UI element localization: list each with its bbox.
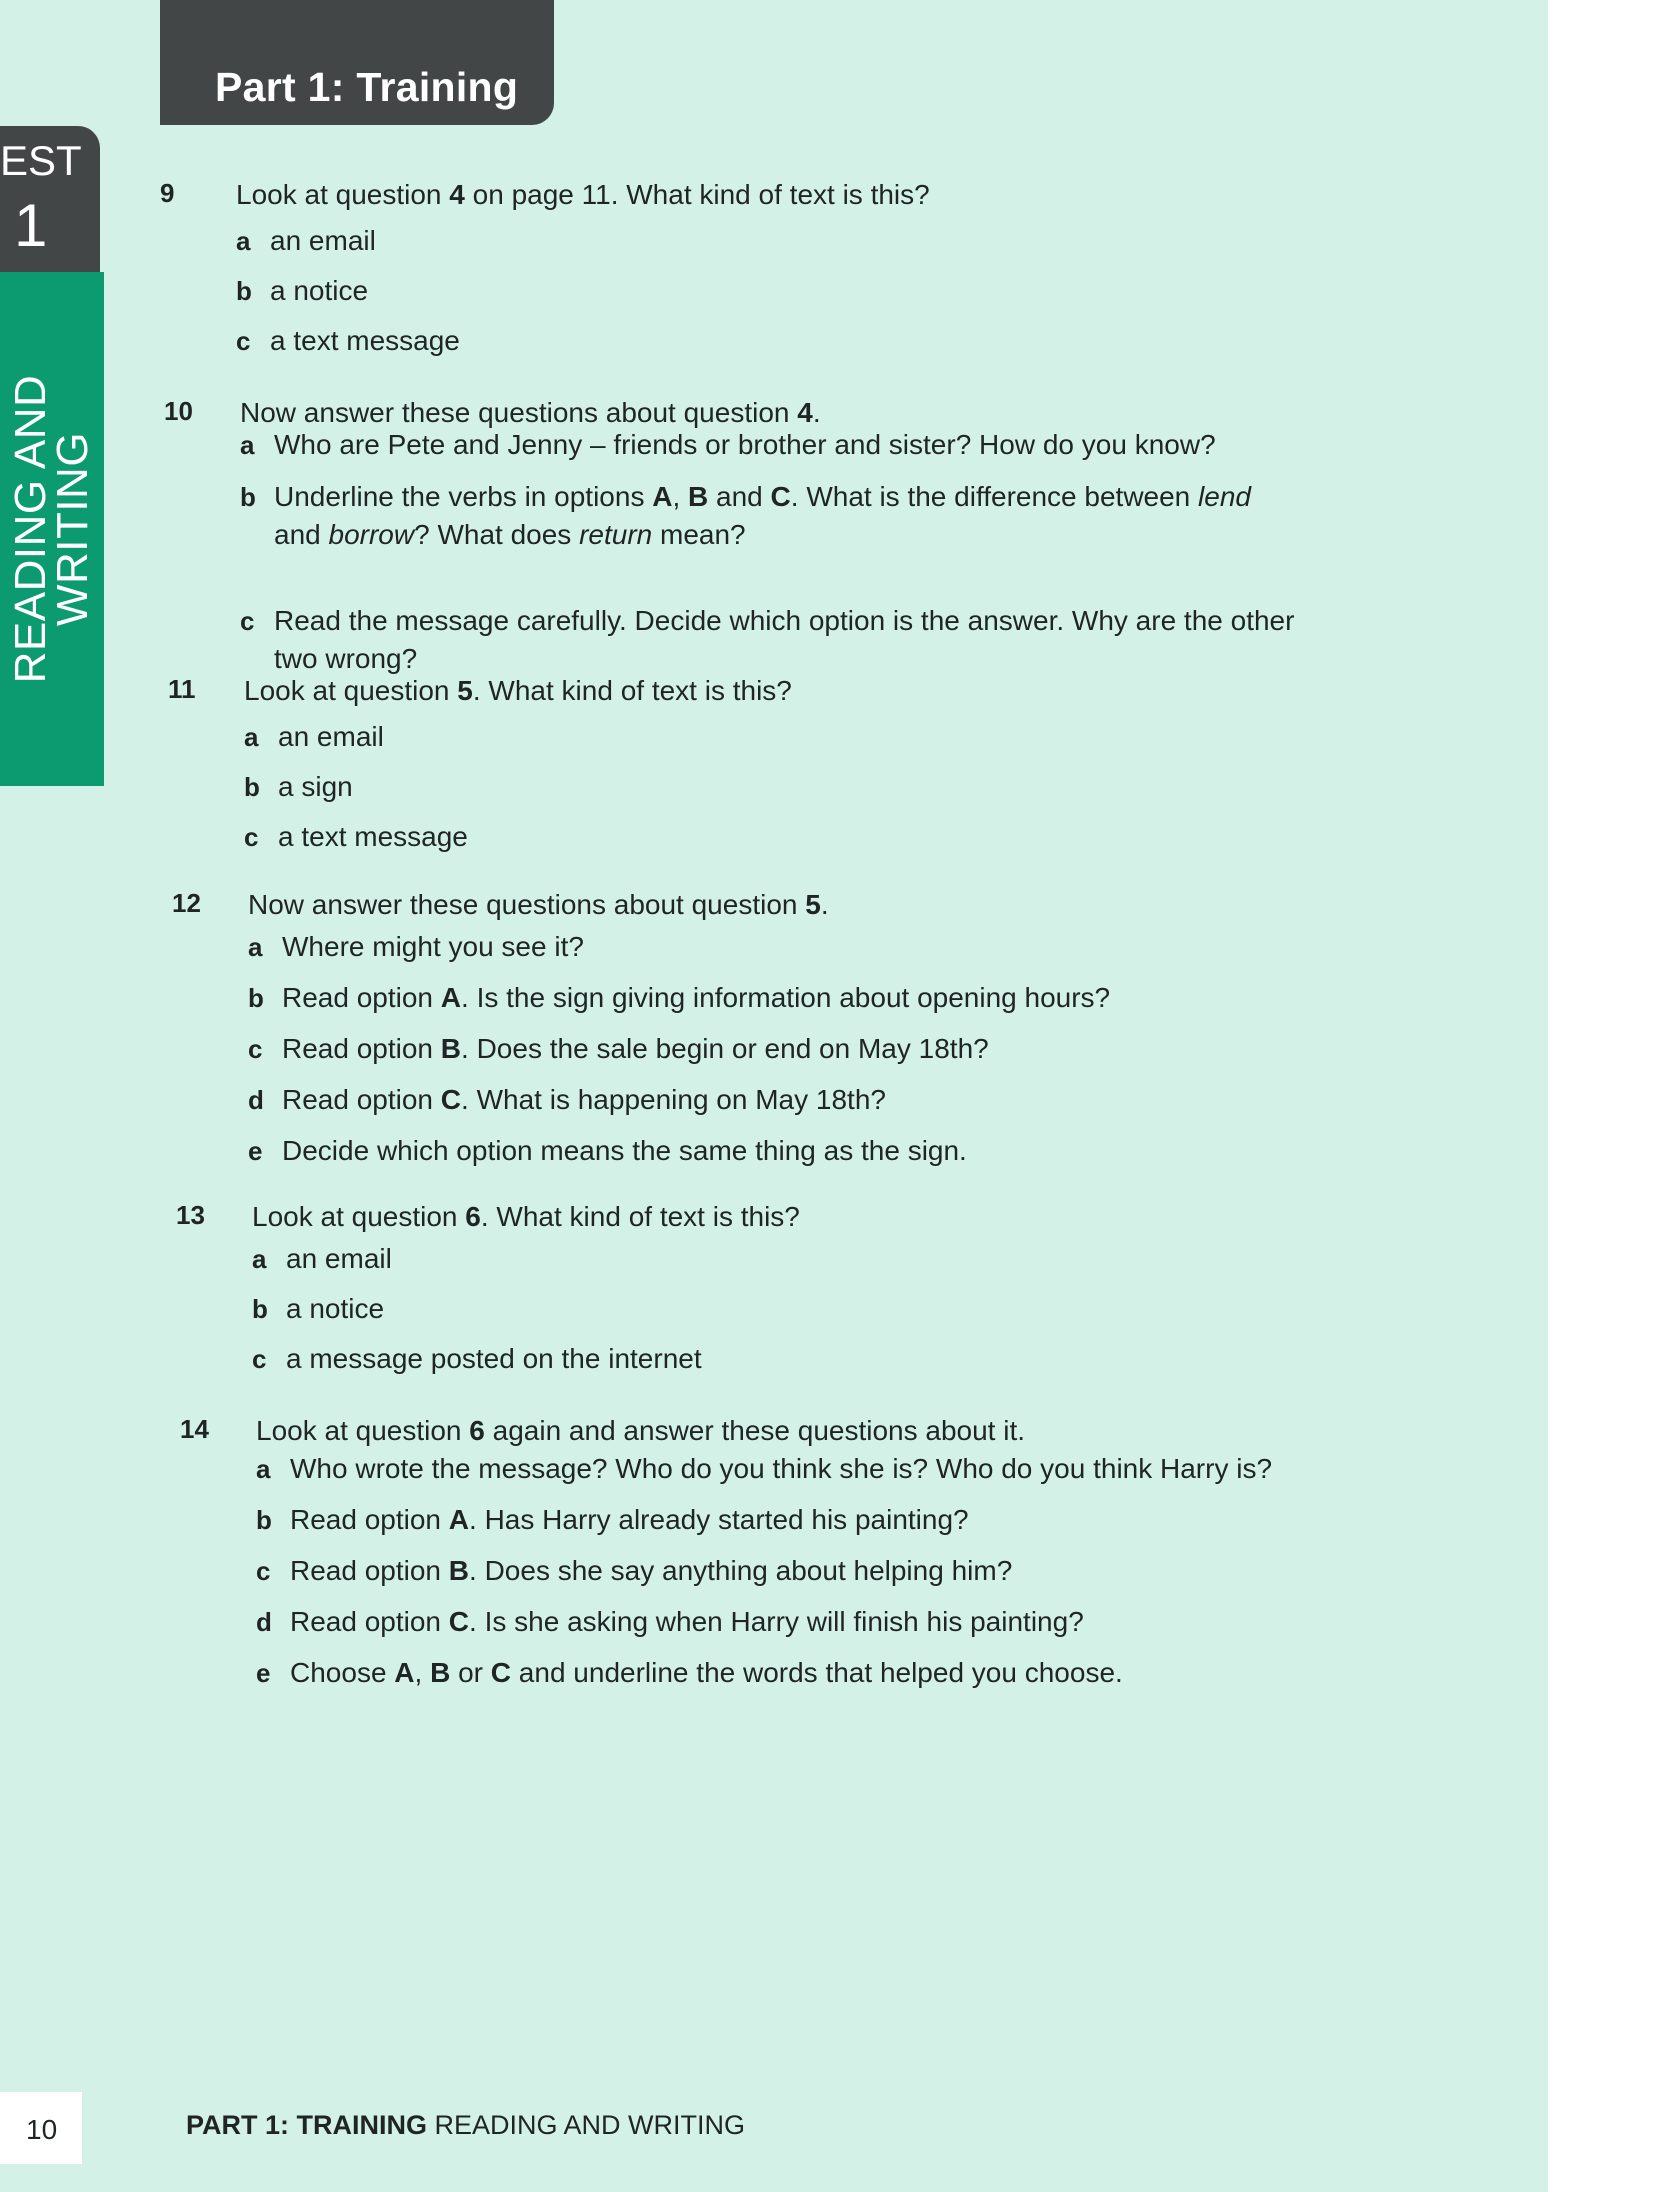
option-text: an email [270, 225, 376, 256]
section-band-label [6, 279, 97, 779]
question-text: Look at question 4 on page 11. What kind of text is this? [236, 179, 930, 210]
option-text: an email [286, 1243, 392, 1274]
option-letter: e [256, 1658, 271, 1688]
question-text: Look at question 6. What kind of text is this? [252, 1201, 800, 1232]
option-list [248, 928, 1308, 1170]
option-text: Read option B. Does she say anything about helping him? [290, 1555, 1013, 1586]
running-footer [186, 2110, 745, 2141]
test-label: EST [0, 137, 82, 184]
page-title: Part 1: Training [215, 64, 519, 110]
option-list [240, 426, 1300, 678]
option-d [248, 1081, 1308, 1119]
option-letter: a [256, 1454, 271, 1484]
option-letter: c [252, 1344, 267, 1374]
option-text: Read option A. Is the sign giving information about opening hours? [282, 982, 1111, 1013]
footer-part: PART 1: TRAINING [186, 2110, 427, 2140]
option-b [248, 979, 1308, 1017]
option-list [244, 718, 1304, 856]
option-text: Decide which option means the same thing as the sign. [282, 1135, 967, 1166]
option-letter: a [240, 430, 255, 460]
question-number: 12 [172, 888, 201, 918]
option-e [248, 1132, 1308, 1170]
option-letter: c [236, 326, 251, 356]
option-letter: c [240, 606, 255, 636]
option-letter: d [256, 1607, 272, 1637]
option-a [248, 928, 1308, 966]
option-letter: d [248, 1085, 264, 1115]
question-number: 13 [176, 1200, 205, 1230]
section-band-line-1: READING AND [6, 374, 55, 684]
option-list [252, 1240, 1312, 1378]
option-text: a notice [286, 1293, 385, 1324]
option-letter: a [252, 1244, 267, 1274]
option-a [236, 222, 1296, 260]
option-text: Underline the verbs in options A, B and C. What is the difference between lend and borrow? What does return mean? [274, 481, 1251, 550]
option-letter: b [240, 482, 256, 512]
option-text: a sign [278, 771, 353, 802]
option-c [256, 1552, 1316, 1590]
test-number: 1 [14, 192, 48, 259]
option-e [256, 1654, 1316, 1692]
option-a [252, 1240, 1312, 1278]
option-text: Read option C. What is happening on May 18th? [282, 1084, 886, 1115]
question-text: Now answer these questions about question 4. [240, 397, 821, 428]
option-letter: b [244, 772, 260, 802]
option-c [248, 1030, 1308, 1068]
option-letter: a [244, 722, 259, 752]
option-text: a text message [278, 821, 468, 852]
option-text: Read option B. Does the sale begin or end on May 18th? [282, 1033, 989, 1064]
option-letter: b [252, 1294, 268, 1324]
option-b [252, 1290, 1312, 1328]
option-letter: e [248, 1136, 263, 1166]
question-number: 14 [180, 1414, 209, 1444]
option-a [244, 718, 1304, 756]
option-a [256, 1450, 1316, 1488]
question-number: 10 [164, 396, 193, 426]
option-text: Read option A. Has Harry already started his painting? [290, 1504, 969, 1535]
option-b [256, 1501, 1316, 1539]
section-band-line-2: WRITING [48, 431, 97, 627]
question-number: 11 [168, 674, 196, 704]
option-c [240, 602, 1300, 678]
option-letter: a [236, 226, 251, 256]
question-number: 9 [160, 178, 175, 208]
option-b [240, 478, 1300, 554]
option-text: Read the message carefully. Decide which option is the answer. Why are the other two wrong? [274, 605, 1295, 674]
footer-section: READING AND WRITING [434, 2110, 746, 2140]
question-text: Look at question 5. What kind of text is this? [244, 675, 792, 706]
option-c [244, 818, 1304, 856]
option-list [256, 1450, 1316, 1692]
option-letter: b [248, 983, 264, 1013]
option-text: Read option C. Is she asking when Harry will finish his painting? [290, 1606, 1084, 1637]
option-letter: c [248, 1034, 263, 1064]
option-a [240, 426, 1300, 464]
option-c [252, 1340, 1312, 1378]
option-text: Who wrote the message? Who do you think she is? Who do you think Harry is? [290, 1453, 1273, 1484]
option-b [236, 272, 1296, 310]
option-letter: b [256, 1505, 272, 1535]
question-text: Look at question 6 again and answer these questions about it. [256, 1415, 1026, 1446]
option-text: Choose A, B or C and underline the words that helped you choose. [290, 1657, 1123, 1688]
option-text: a message posted on the internet [286, 1343, 702, 1374]
option-letter: c [256, 1556, 271, 1586]
option-text: a notice [270, 275, 369, 306]
option-c [236, 322, 1296, 360]
option-b [244, 768, 1304, 806]
option-text: Who are Pete and Jenny – friends or brother and sister? How do you know? [274, 429, 1216, 460]
page-number: 10 [26, 2114, 58, 2145]
option-text: an email [278, 721, 384, 752]
option-letter: b [236, 276, 252, 306]
option-text: Where might you see it? [282, 931, 584, 962]
option-text: a text message [270, 325, 460, 356]
question-text: Now answer these questions about question 5. [248, 889, 829, 920]
option-list [236, 222, 1296, 360]
page-edge [1548, 0, 1656, 2192]
option-letter: c [244, 822, 259, 852]
option-d [256, 1603, 1316, 1641]
option-letter: a [248, 932, 263, 962]
